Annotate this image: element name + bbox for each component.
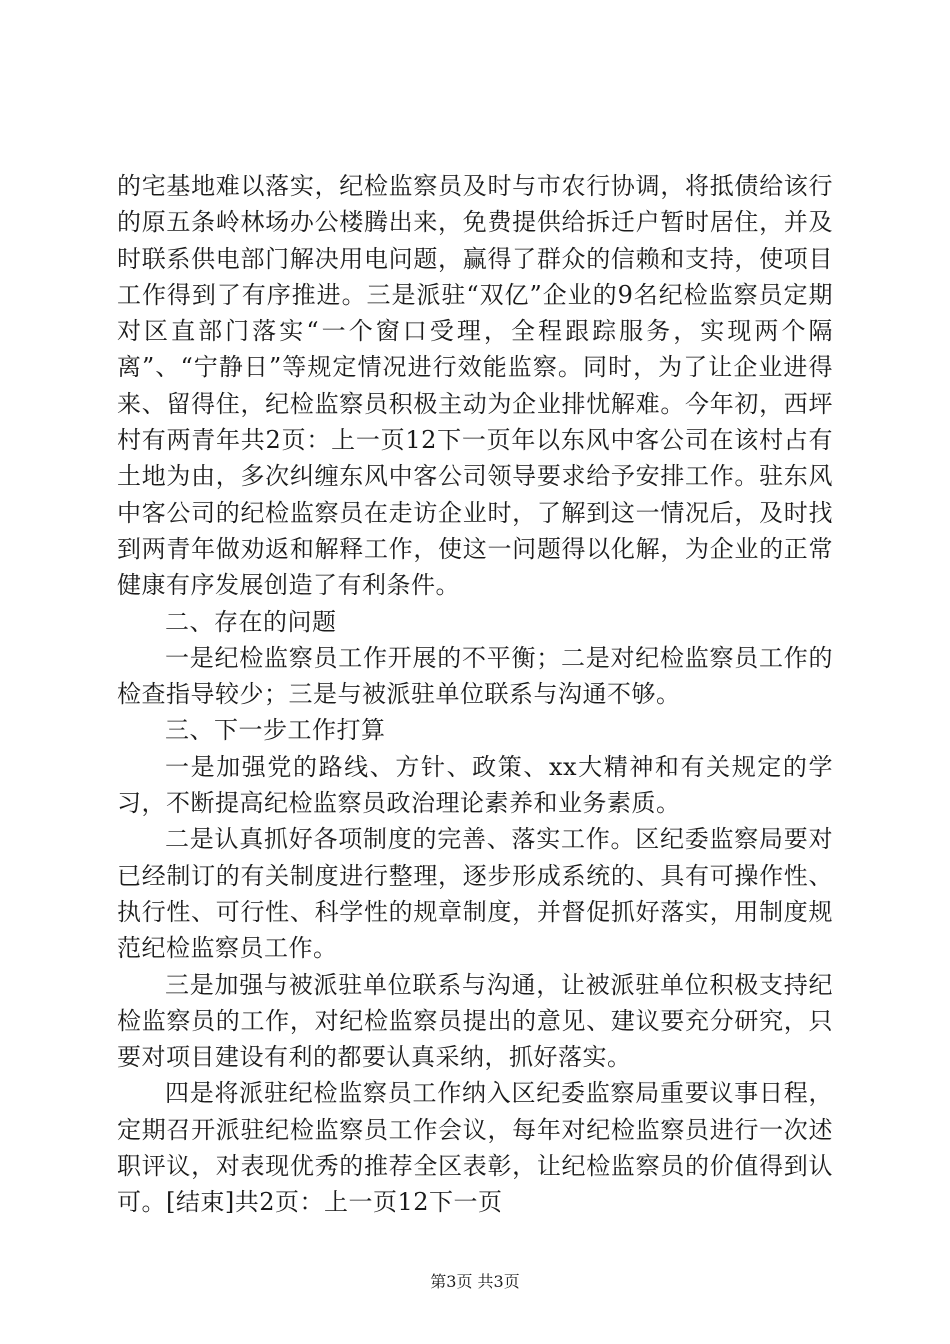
paragraph-step-four: 四是将派驻纪检监察员工作纳入区纪委监察局重要议事日程，定期召开派驻纪检监察员工作会议，每年对纪检监察员进行一次述职评议，对表现优秀的推荐全区表彰，让纪检监察员的价值得到认可。[结束]共2页：上一页12下一页	[117, 1079, 833, 1217]
paragraph-continuation: 的宅基地难以落实，纪检监察员及时与市农行协调，将抵债给该行的原五条岭林场办公楼腾出来，免费提供给拆迁户暂时居住，并及时联系供电部门解决用电问题，赢得了群众的信赖和支持，使项目工作得到了有序推进。三是派驻“双亿”企业的9名纪检监察员定期对区直部门落实“一个窗口受理，全程跟踪服务，实现两个隔离”、“宁静日”等规定情况进行效能监察。同时，为了让企业进得来、留得住，纪检监察员积极主动为企业排忧解难。今年初，西坪村有两青年共2页：上一页12下一页年以东风中客公司在该村占有土地为由，多次纠缠东风中客公司领导要求给予安排工作。驻东风中客公司的纪检监察员在走访企业时，了解到这一情况后，及时找到两青年做劝返和解释工作，使这一问题得以化解，为企业的正常健康有序发展创造了有利条件。	[117, 172, 833, 600]
paragraph-problems: 一是纪检监察员工作开展的不平衡；二是对纪检监察员工作的检查指导较少；三是与被派驻单位联系与沟通不够。	[117, 643, 833, 709]
section-heading-next-steps: 三、下一步工作打算	[165, 716, 386, 745]
paragraph-step-one: 一是加强党的路线、方针、政策、xx大精神和有关规定的学习，不断提高纪检监察员政治理论素养和业务素质。	[117, 752, 833, 818]
paragraph-step-two: 二是认真抓好各项制度的完善、落实工作。区纪委监察局要对已经制订的有关制度进行整理，逐步形成系统的、具有可操作性、执行性、可行性、科学性的规章制度，并督促抓好落实，用制度规范纪检监察员工作。	[117, 825, 833, 963]
page-footer: 第3页 共3页	[430, 1272, 520, 1291]
document-body	[117, 168, 833, 1221]
section-heading-problems: 二、存在的问题	[165, 607, 337, 636]
paragraph-step-three: 三是加强与被派驻单位联系与沟通，让被派驻单位积极支持纪检监察员的工作，对纪检监察员提出的意见、建议要充分研究，只要对项目建设有利的都要认真采纳，抓好落实。	[117, 970, 833, 1072]
